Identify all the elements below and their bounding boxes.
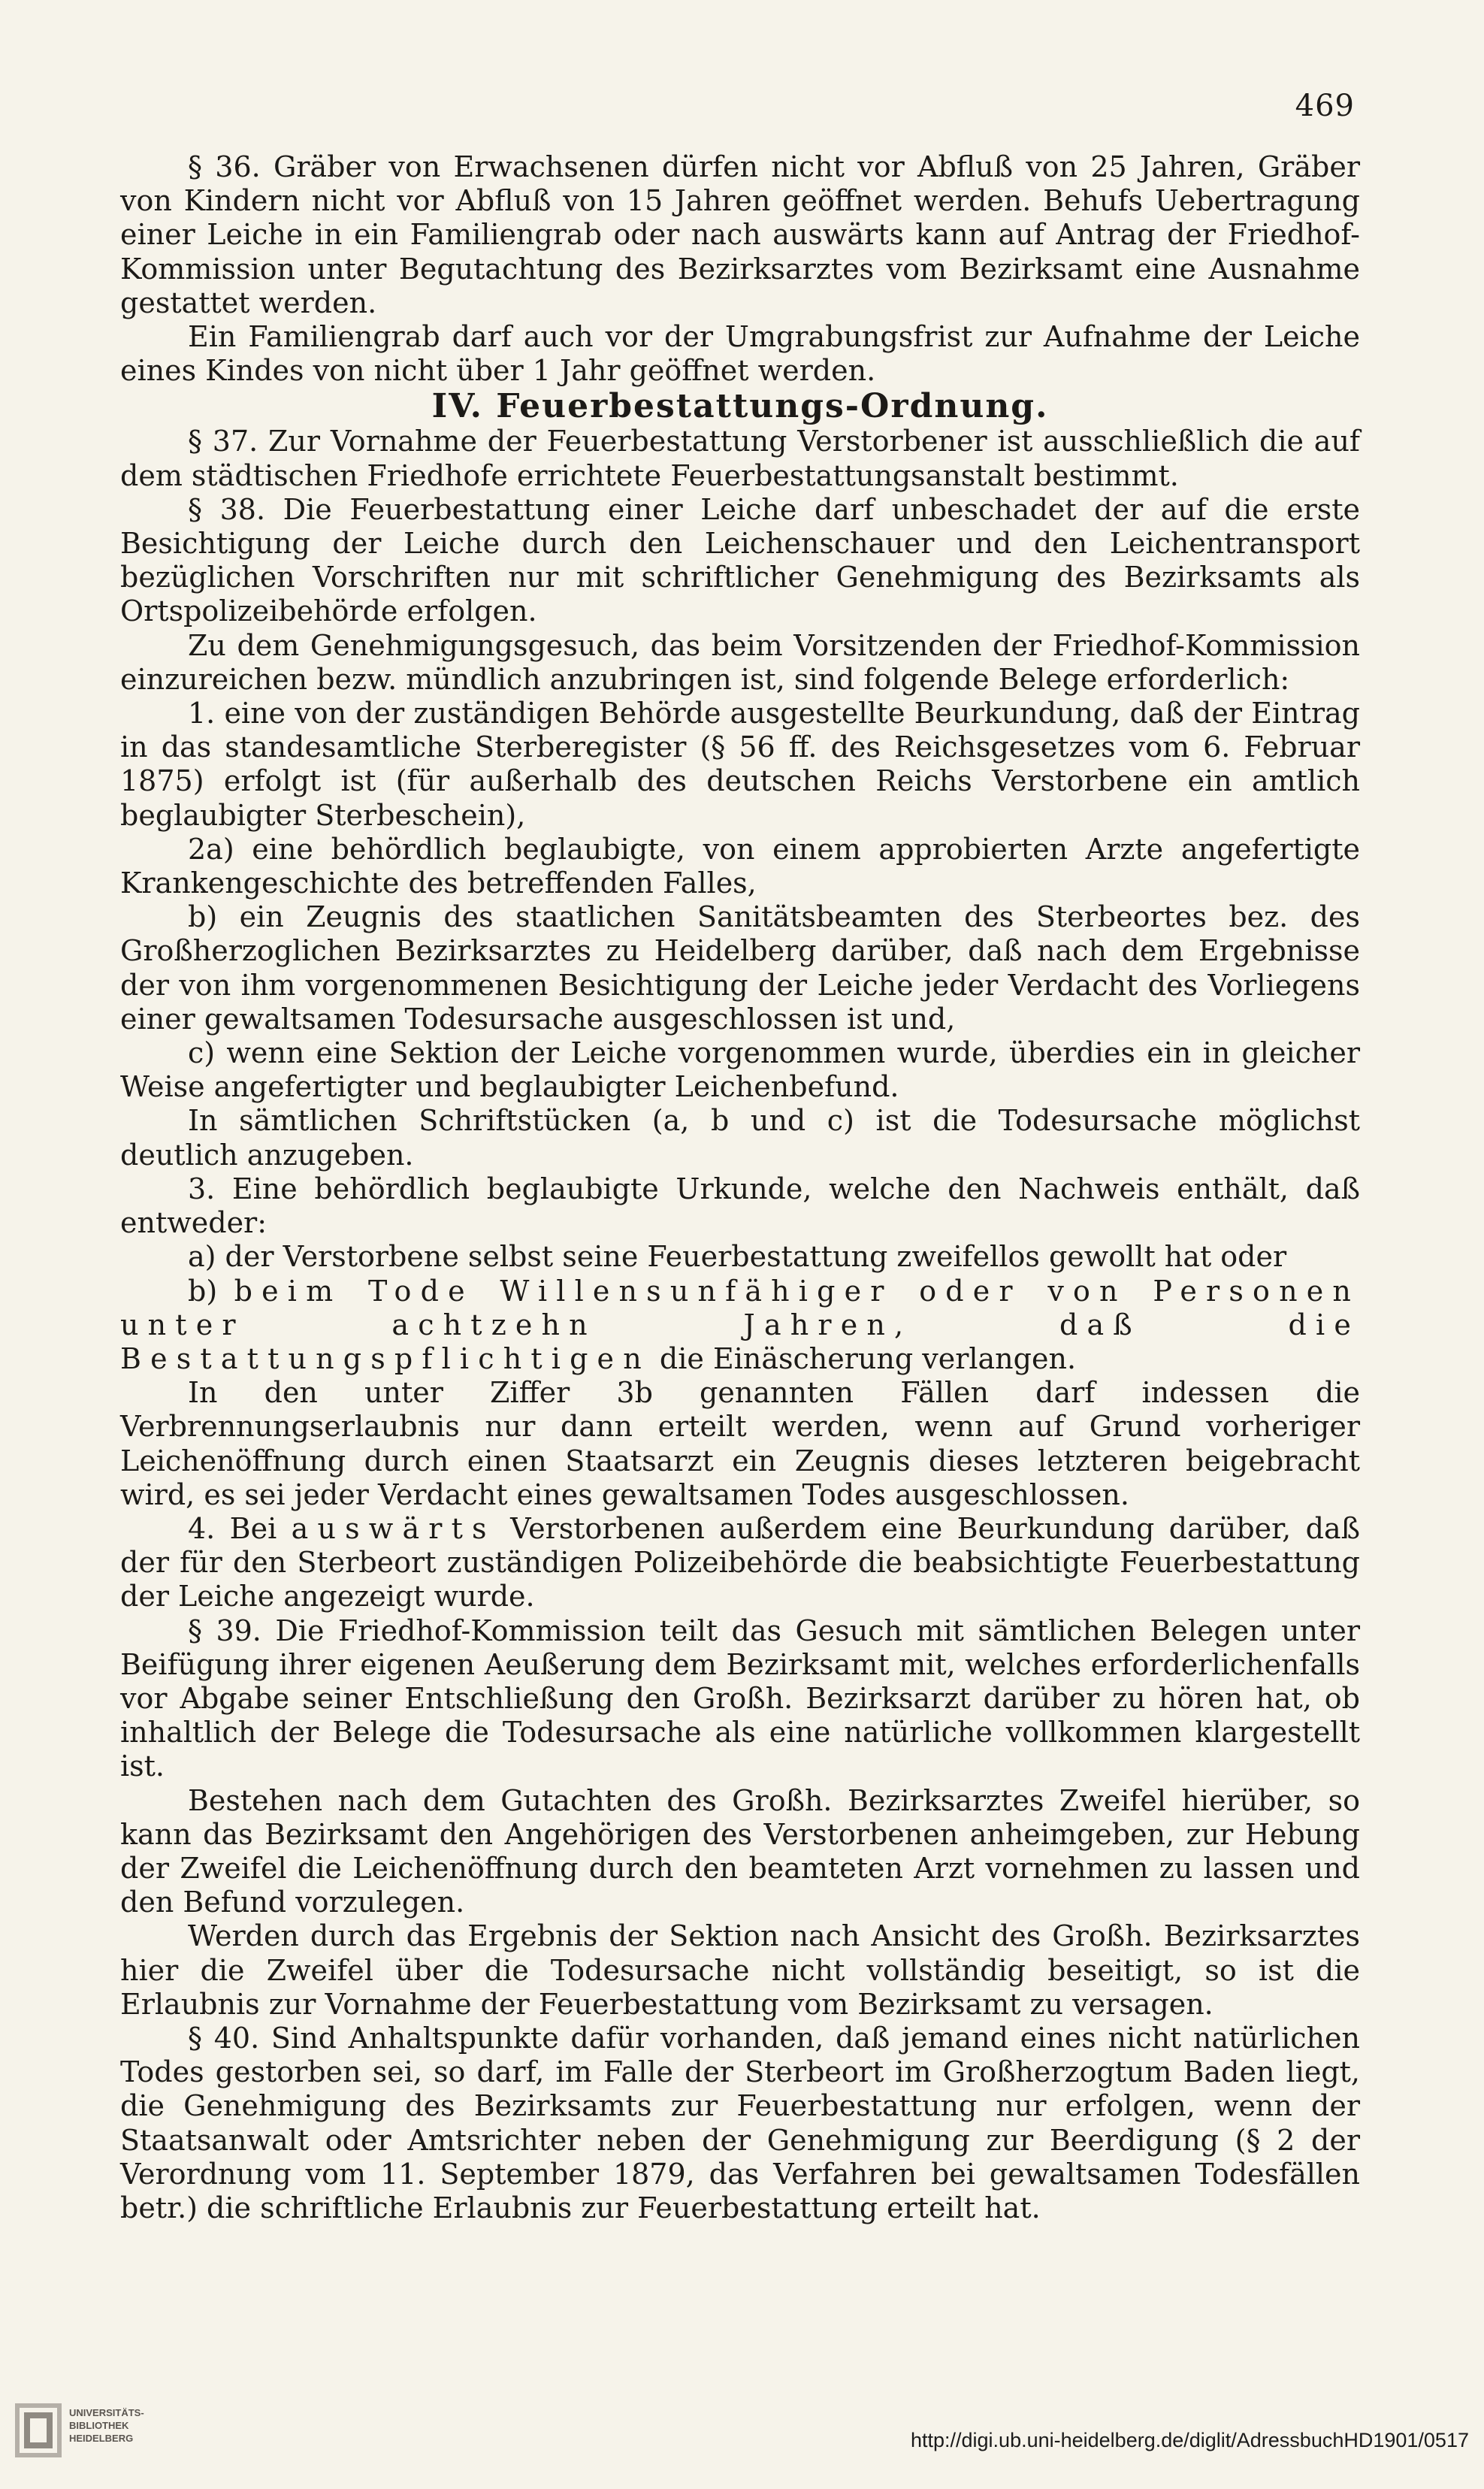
list-item-text: die Einäscherung verlangen. [650, 1341, 1077, 1375]
paragraph: Werden durch das Ergebnis der Sektion nach Ansicht des Großh. Bezirksarztes hier die Zweifel über die Todesursache nicht vollständig beseitigt, so ist die Erlaubnis zur Vornahme der Feuerbestattung vom Bezirksamt zu versagen. [120, 1919, 1360, 2021]
paragraph: Bestehen nach dem Gutachten des Großh. Bezirksarztes Zweifel hierüber, so kann das Bezirksamt den Angehörigen des Verstorbenen anheimgeben, zur Hebung der Zweifel die Leichenöffnung durch den beamteten Arzt vornehmen zu lassen und den Befund vorzulegen. [120, 1783, 1360, 1919]
list-item: b) ein Zeugnis des staatlichen Sanitätsbeamten des Sterbeortes bez. des Großherzoglichen Bezirksarztes zu Heidelberg darüber, daß nach dem Ergebnisse der von ihm vorgenommenen Besichtigung der Leiche jeder Verdacht des Vorliegens einer gewaltsamen Todesursache ausgeschlossen ist und, [120, 900, 1360, 1036]
section-heading: IV. Feuerbestattungs-Ordnung. [431, 387, 1049, 426]
paragraph: In sämtlichen Schriftstücken (a, b und c) ist die Todesursache möglichst deutlich anzugeben. [120, 1104, 1360, 1172]
paragraph: § 39. Die Friedhof-Kommission teilt das Gesuch mit sämtlichen Belegen unter Beifügung ihrer eigenen Aeußerung dem Bezirksamt mit, welches erforderlichenfalls vor Abgabe seiner Entschließung den Großh. Bezirksarzt darüber zu hören hat, ob inhaltlich der Belege die Todesursache als eine natürliche vollkommen klargestellt ist. [120, 1613, 1360, 1783]
list-item: c) wenn eine Sektion der Leiche vorgenommen wurde, überdies ein in gleicher Weise angefertigter und beglaubigter Leichenbefund. [120, 1036, 1360, 1104]
document-body [120, 150, 1360, 2225]
list-item: a) der Verstorbene selbst seine Feuerbestattung zweifellos gewollt hat oder [188, 1240, 1287, 1274]
list-item: 3. Eine behördlich beglaubigte Urkunde, welche den Nachweis enthält, daß entweder: [120, 1172, 1360, 1240]
page-number: 469 [1295, 89, 1355, 123]
paragraph: § 40. Sind Anhaltspunkte dafür vorhanden, daß jemand eines nicht natürlichen Todes gestorben sei, so darf, im Falle der Sterbeort im Großherzogtum Baden liegt, die Genehmigung des Bezirksamts zur Feuerbestattung nur erfolgen, wenn der Staatsanwalt oder Amtsrichter neben der Genehmigung zur Beerdigung (§ 2 der Verordnung vom 11. September 1879, das Verfahren bei gewaltsamen Todesfällen betr.) die schriftliche Erlaubnis zur Feuerbestattung erteilt hat. [120, 2021, 1360, 2224]
paragraph: In den unter Ziffer 3b genannten Fällen darf indessen die Verbrennungserlaubnis nur dann erteilt werden, wenn auf Grund vorheriger Leichenöffnung durch einen Staatsarzt ein Zeugnis dieses letzteren beigebracht wird, es sei jeder Verdacht eines gewaltsamen Todes ausgeschlossen. [120, 1376, 1360, 1511]
library-logo-text [69, 2406, 144, 2445]
logo-line: BIBLIOTHEK [69, 2420, 129, 2431]
page-footer [0, 2390, 1484, 2472]
emphasized-text: auswärts [291, 1511, 496, 1545]
list-item-text: Verstorbenen außerdem eine Beurkundung darüber, daß der für den Sterbeort zuständigen Polizeibehörde die beabsichtigte Feuerbestattung der Leiche angezeigt wurde. [120, 1511, 1361, 1613]
list-item: 1. eine von der zuständigen Behörde ausgestellte Beurkundung, daß der Eintrag in das standesamtliche Sterberegister (§ 56 ff. des Reichsgesetzes vom 6. Februar 1875) erfolgt ist (für außerhalb des deutschen Reichs Verstorbene ein amtlich beglaubigter Sterbeschein), [120, 697, 1360, 832]
list-item [120, 1512, 1360, 1614]
logo-line: UNIVERSITÄTS- [69, 2407, 144, 2418]
paragraph: § 36. Gräber von Erwachsenen dürfen nicht vor Abfluß von 25 Jahren, Gräber von Kindern nicht vor Abfluß von 15 Jahren geöffnet werden. Behufs Uebertragung einer Leiche in ein Familiengrab oder nach auswärts kann auf Antrag der Friedhof-Kommission unter Begutachtung des Bezirksarztes vom Bezirksamt eine Ausnahme gestattet werden. [120, 150, 1360, 319]
list-item-text: 4. Bei [188, 1511, 292, 1545]
paragraph: Zu dem Genehmigungsgesuch, das beim Vorsitzenden der Friedhof-Kommission einzureichen bezw. mündlich anzubringen ist, sind folgende Belege erforderlich: [120, 628, 1360, 696]
logo-line: HEIDELBERG [69, 2433, 134, 2444]
paragraph: § 37. Zur Vornahme der Feuerbestattung Verstorbener ist ausschließlich die auf dem städtischen Friedhofe errichtete Feuerbestattungsanstalt bestimmt. [120, 425, 1360, 492]
paragraph: Ein Familiengrab darf auch vor der Umgrabungsfrist zur Aufnahme der Leiche eines Kindes von nicht über 1 Jahr geöffnet werden. [120, 320, 1360, 388]
library-logo [0, 2390, 188, 2472]
paragraph: § 38. Die Feuerbestattung einer Leiche darf unbeschadet der auf die erste Besichtigung der Leiche durch den Leichenschauer und den Leichentransport bezüglichen Vorschriften nur mit schriftlicher Genehmigung des Bezirksamts als Ortspolizeibehörde erfolgen. [120, 492, 1360, 628]
list-item [120, 1275, 1360, 1377]
source-url-link[interactable]: http://digi.ub.uni-heidelberg.de/diglit/AdressbuchHD1901/0517 [910, 2429, 1469, 2451]
emphasized-text: beim Tode Willensunfähiger oder von Personen unter achtzehn Jahren, daß die Bestattungspflichtigen [120, 1274, 1360, 1375]
list-item-text: b) [188, 1274, 234, 1308]
list-item: 2a) eine behördlich beglaubigte, von einem approbierten Arzte angefertigte Krankengeschichte des betreffenden Falles, [120, 832, 1360, 900]
library-logo-icon [14, 2402, 63, 2459]
